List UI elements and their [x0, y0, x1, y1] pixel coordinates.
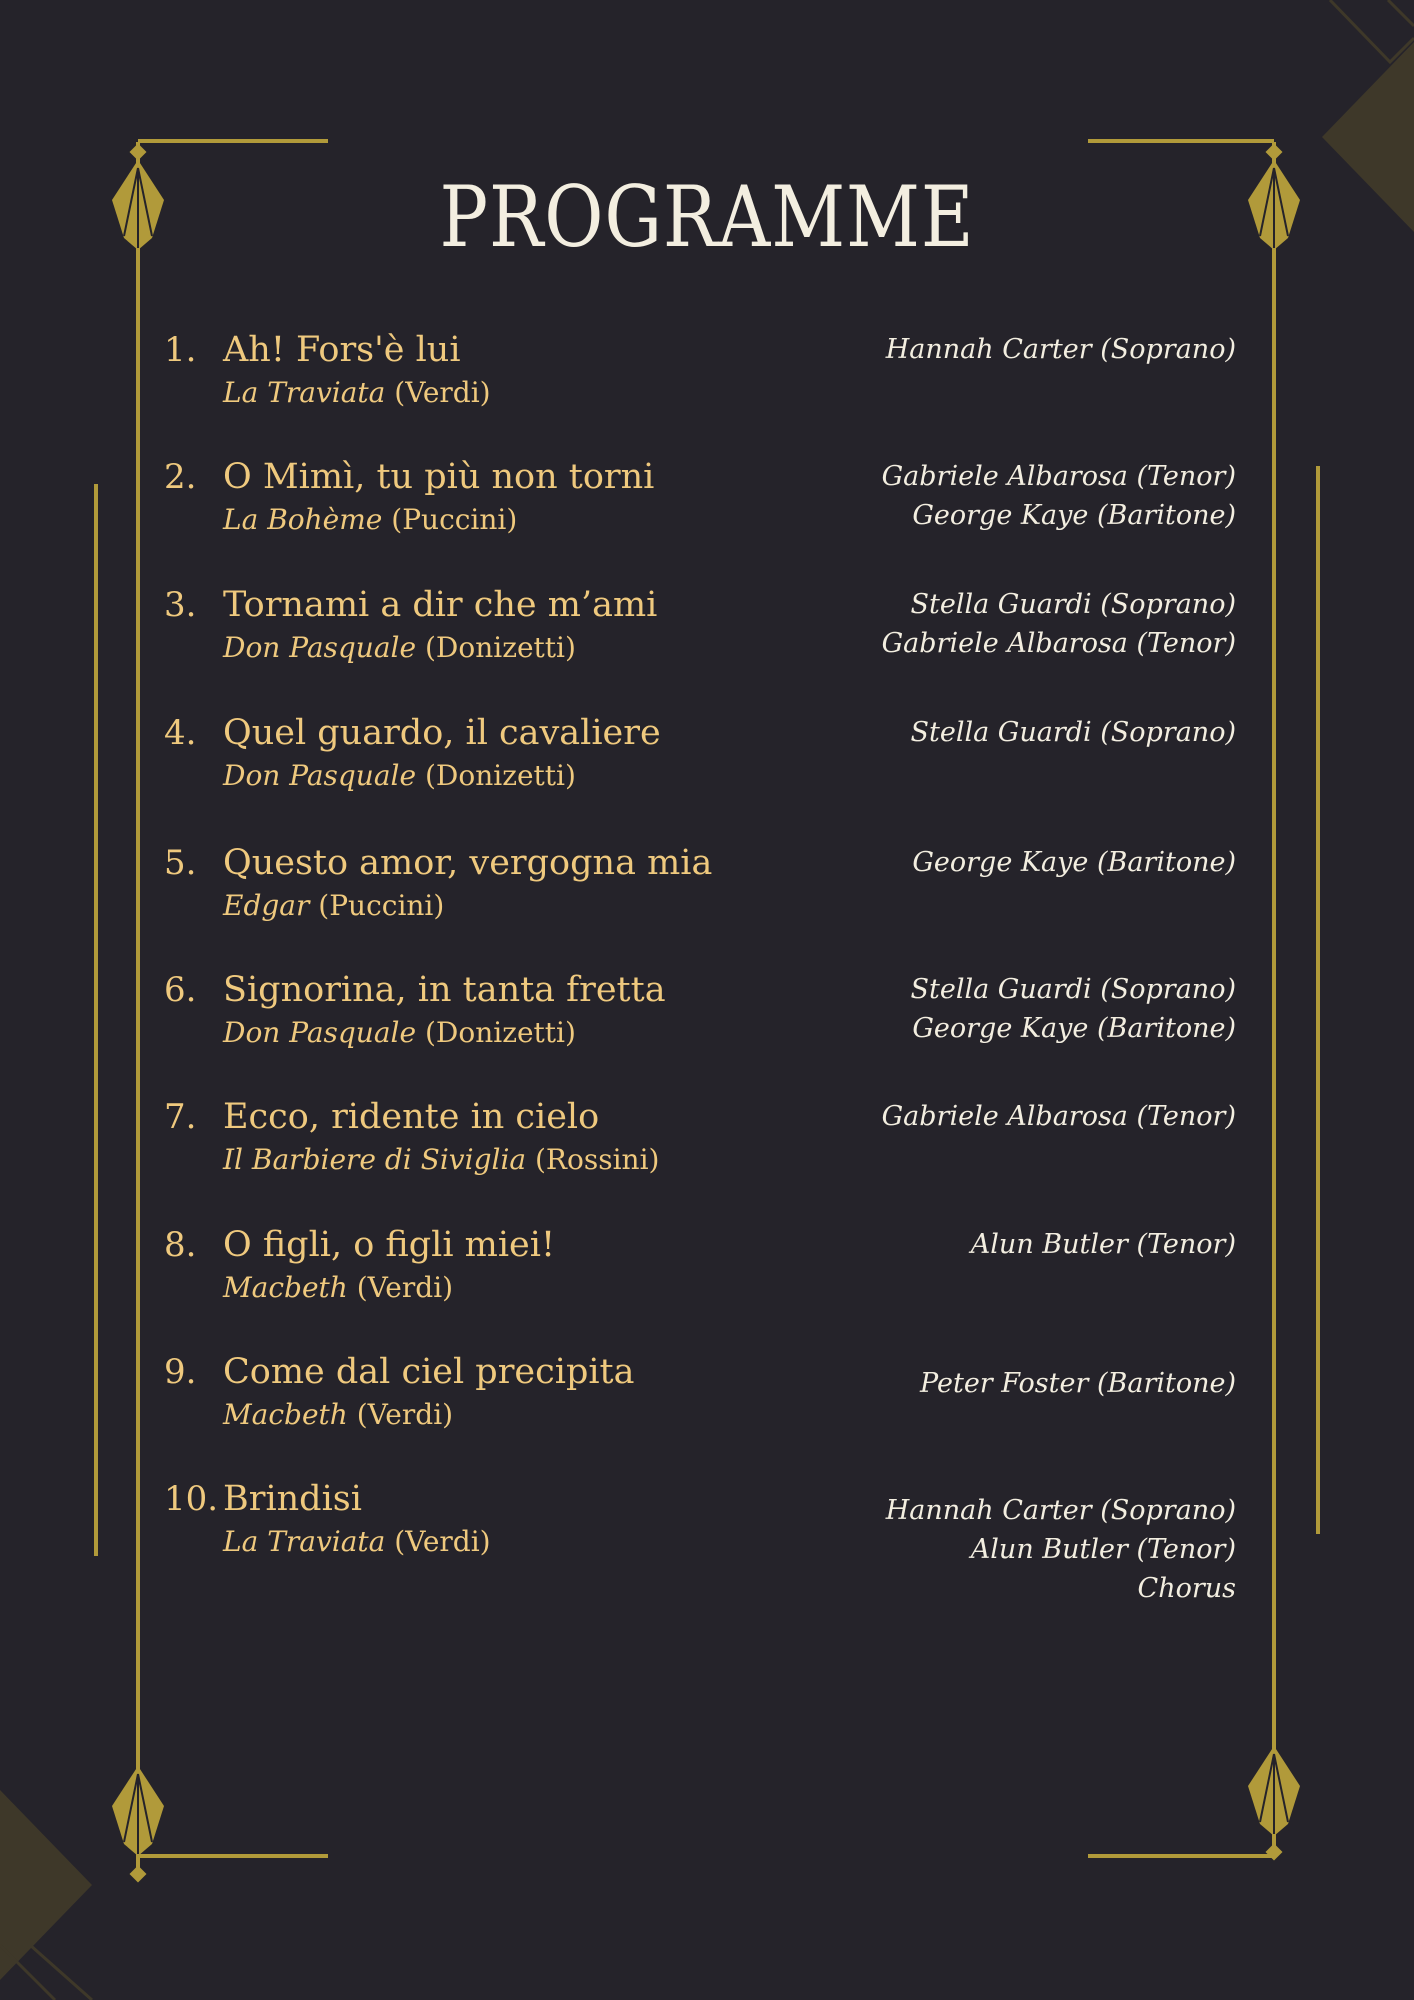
performers — [882, 457, 1236, 535]
performers — [911, 713, 1237, 752]
item-number: 5. — [164, 843, 197, 883]
performers — [882, 585, 1236, 663]
item-number: 6. — [164, 970, 197, 1010]
performer: Gabriele Albarosa (Tenor) — [881, 1101, 1236, 1132]
programme-item — [0, 970, 1414, 1080]
opera-source — [223, 1525, 491, 1558]
performers — [882, 1097, 1236, 1136]
opera-source — [223, 376, 491, 409]
opera-source — [223, 1016, 576, 1049]
performer: Gabriele Albarosa (Tenor) — [881, 461, 1236, 492]
opera-title: Don Pasquale — [223, 1016, 417, 1049]
performer: Hannah Carter (Soprano) — [885, 1495, 1236, 1526]
opera-title: Edgar — [223, 889, 310, 922]
programme-item — [0, 585, 1414, 695]
composer: (Puccini) — [318, 889, 445, 922]
performer: George Kaye (Baritone) — [912, 500, 1236, 531]
opera-title: La Traviata — [223, 376, 386, 409]
performer: Peter Foster (Baritone) — [920, 1368, 1236, 1399]
opera-title: La Bohème — [223, 503, 383, 536]
opera-title: Don Pasquale — [223, 631, 417, 664]
opera-source — [223, 1398, 453, 1431]
song-title: Brindisi — [223, 1479, 362, 1519]
performer: Alun Butler (Tenor) — [970, 1534, 1236, 1565]
performer: Stella Guardi (Soprano) — [910, 974, 1236, 1005]
composer: (Donizetti) — [424, 759, 576, 792]
opera-source — [223, 759, 576, 792]
page-title: PROGRAMME — [439, 168, 975, 266]
opera-title: Macbeth — [223, 1398, 348, 1431]
performers — [920, 1364, 1236, 1403]
opera-title: Macbeth — [223, 1271, 348, 1304]
song-title: Questo amor, vergogna mia — [223, 843, 713, 883]
programme-item — [0, 1479, 1414, 1604]
item-number: 2. — [164, 457, 197, 497]
song-title: Signorina, in tanta fretta — [223, 970, 666, 1010]
opera-title: Il Barbiere di Siviglia — [223, 1143, 527, 1176]
opera-title: La Traviata — [223, 1525, 386, 1558]
song-title: Ecco, ridente in cielo — [223, 1097, 600, 1137]
performer: George Kaye (Baritone) — [912, 1013, 1236, 1044]
opera-source — [223, 1143, 659, 1176]
composer: (Verdi) — [394, 376, 491, 409]
performer: George Kaye (Baritone) — [912, 847, 1236, 878]
composer: (Verdi) — [394, 1525, 491, 1558]
programme-item — [0, 1097, 1414, 1207]
composer: (Verdi) — [356, 1398, 454, 1431]
programme-item — [0, 1352, 1414, 1462]
programme-item — [0, 1225, 1414, 1335]
song-title: O figli, o figli miei! — [223, 1225, 556, 1265]
programme-item — [0, 457, 1414, 567]
performers — [886, 330, 1236, 369]
song-title: Come dal ciel precipita — [223, 1352, 635, 1392]
performers — [912, 843, 1236, 882]
song-title: Quel guardo, il cavaliere — [223, 713, 661, 753]
item-number: 8. — [164, 1225, 197, 1265]
item-number: 9. — [164, 1352, 197, 1392]
opera-source — [223, 503, 517, 536]
performers — [911, 970, 1237, 1048]
performer: Stella Guardi (Soprano) — [910, 717, 1236, 748]
performer: Hannah Carter (Soprano) — [885, 334, 1236, 365]
song-title: O Mimì, tu più non torni — [223, 457, 655, 497]
item-number: 10. — [164, 1479, 219, 1519]
opera-source — [223, 631, 576, 664]
programme-item — [0, 713, 1414, 823]
programme-item — [0, 330, 1414, 440]
performers — [886, 1491, 1236, 1608]
performer: Chorus — [1137, 1573, 1236, 1604]
composer: (Donizetti) — [424, 631, 576, 664]
performer: Stella Guardi (Soprano) — [910, 589, 1236, 620]
corner-diamond-top-right — [1322, 0, 1414, 232]
corner-diamond-bottom-left — [0, 1790, 92, 2000]
performer: Gabriele Albarosa (Tenor) — [881, 628, 1236, 659]
opera-title: Don Pasquale — [223, 759, 417, 792]
composer: (Verdi) — [356, 1271, 454, 1304]
opera-source — [223, 889, 444, 922]
item-number: 4. — [164, 713, 197, 753]
performers — [971, 1225, 1236, 1264]
performer: Alun Butler (Tenor) — [970, 1229, 1236, 1260]
opera-source — [223, 1271, 453, 1304]
composer: (Puccini) — [391, 503, 518, 536]
song-title: Ah! Fors'è lui — [223, 330, 461, 370]
item-number: 7. — [164, 1097, 197, 1137]
composer: (Rossini) — [535, 1143, 660, 1176]
item-number: 3. — [164, 585, 197, 625]
item-number: 1. — [164, 330, 197, 370]
song-title: Tornami a dir che m’ami — [223, 585, 658, 625]
programme-item — [0, 843, 1414, 953]
composer: (Donizetti) — [424, 1016, 576, 1049]
